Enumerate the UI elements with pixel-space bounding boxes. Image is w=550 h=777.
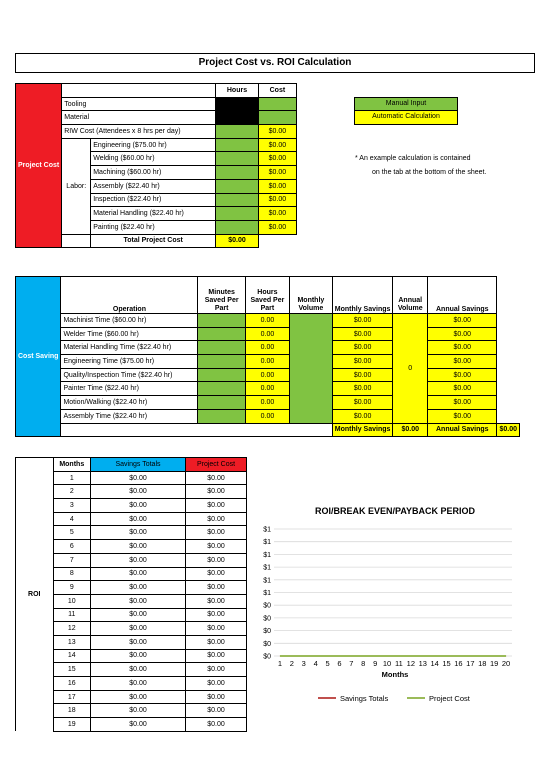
material-hours <box>216 111 259 125</box>
hours-saved-value: 0.00 <box>245 382 289 396</box>
annual-volume-header: Annual Volume <box>393 277 428 314</box>
chart-y-tick-label: $1 <box>263 539 271 547</box>
annual-savings-value: $0.00 <box>428 396 497 410</box>
roi-savings-total: $0.00 <box>91 485 186 499</box>
roi-savings-total: $0.00 <box>91 649 186 663</box>
roi-project-cost: $0.00 <box>186 635 247 649</box>
chart-y-tick-label: $1 <box>263 590 271 597</box>
chart-x-tick-label: 1 <box>277 659 283 668</box>
minutes-saved-input[interactable] <box>198 314 245 328</box>
annual-volume-value: 0 <box>393 314 428 424</box>
roi-project-cost: $0.00 <box>186 677 247 691</box>
annual-savings-value: $0.00 <box>428 409 497 423</box>
labor-cost: $0.00 <box>258 220 296 234</box>
labor-row-label: Welding ($60.00 hr) <box>91 152 216 166</box>
saving-operation-label: Engineering Time ($75.00 hr) <box>61 355 198 369</box>
riw-label: RIW Cost (Attendees x 8 hrs per day) <box>62 125 216 139</box>
chart-x-tick-label: 15 <box>442 659 451 668</box>
saving-operation-label: Welder Time ($60.00 hr) <box>61 327 198 341</box>
labor-hours-input[interactable] <box>216 220 259 234</box>
hours-saved-value: 0.00 <box>245 355 289 369</box>
roi-month: 16 <box>53 677 91 691</box>
roi-savings-total: $0.00 <box>91 704 186 718</box>
hours-saved-value: 0.00 <box>245 341 289 355</box>
roi-project-cost: $0.00 <box>186 718 247 732</box>
roi-project-cost: $0.00 <box>186 526 247 540</box>
roi-side-label: ROI <box>16 458 54 732</box>
roi-savings-total: $0.00 <box>91 471 186 485</box>
annual-savings-total: $0.00 <box>497 423 520 437</box>
annual-savings-value: $0.00 <box>428 341 497 355</box>
roi-project-cost: $0.00 <box>186 567 247 581</box>
annual-savings-value: $0.00 <box>428 327 497 341</box>
saving-operation-label: Motion/Walking ($22.40 hr) <box>61 396 198 410</box>
roi-savings-total: $0.00 <box>91 526 186 540</box>
roi-project-cost: $0.00 <box>186 649 247 663</box>
roi-savings-total: $0.00 <box>91 718 186 732</box>
roi-month: 2 <box>53 485 91 499</box>
minutes-saved-input[interactable] <box>198 409 245 423</box>
monthly-savings-value: $0.00 <box>332 368 393 382</box>
roi-savings-total: $0.00 <box>91 663 186 677</box>
page-title: Project Cost vs. ROI Calculation <box>15 53 535 73</box>
roi-month: 8 <box>53 567 91 581</box>
chart-legend-label: Savings Totals <box>340 694 389 703</box>
minutes-saved-input[interactable] <box>198 382 245 396</box>
roi-savings-total: $0.00 <box>91 553 186 567</box>
chart-x-tick-label: 17 <box>466 659 475 668</box>
labor-row-label: Engineering ($75.00 hr) <box>91 138 216 152</box>
roi-project-cost: $0.00 <box>186 553 247 567</box>
monthly-savings-value: $0.00 <box>332 327 393 341</box>
monthly-volume-header: Monthly Volume <box>290 277 333 314</box>
chart-x-tick-label: 14 <box>430 659 439 668</box>
labor-row-label: Assembly ($22.40 hr) <box>91 179 216 193</box>
chart-y-tick-label: $1 <box>263 577 271 585</box>
operation-header: Operation <box>61 277 198 314</box>
chart-x-tick-label: 2 <box>289 659 294 668</box>
roi-month: 17 <box>53 690 91 704</box>
labor-hours-input[interactable] <box>216 179 259 193</box>
chart-x-axis-label: Months <box>381 670 409 679</box>
roi-project-cost: $0.00 <box>186 581 247 595</box>
roi-project-cost: $0.00 <box>186 471 247 485</box>
saving-operation-label: Material Handling Time ($22.40 hr) <box>61 341 198 355</box>
hours-saved-value: 0.00 <box>245 327 289 341</box>
hours-header: Hours <box>216 84 259 98</box>
note-line-2: on the tab at the bottom of the sheet. <box>372 169 487 176</box>
material-cost-input[interactable] <box>258 111 296 125</box>
chart-y-tick-label: $1 <box>263 526 271 534</box>
roi-month: 13 <box>53 635 91 649</box>
hours-saved-value: 0.00 <box>245 314 289 328</box>
project-cost-side-label: Project Cost <box>16 84 62 248</box>
roi-month: 11 <box>53 608 91 622</box>
roi-month: 10 <box>53 594 91 608</box>
labor-hours-input[interactable] <box>216 138 259 152</box>
annual-savings-header: Annual Savings <box>428 277 497 314</box>
roi-month: 5 <box>53 526 91 540</box>
labor-cost: $0.00 <box>258 179 296 193</box>
labor-hours-input[interactable] <box>216 193 259 207</box>
annual-savings-value: $0.00 <box>428 382 497 396</box>
labor-hours-input[interactable] <box>216 207 259 221</box>
chart-x-tick-label: 8 <box>361 659 366 668</box>
roi-project-cost: $0.00 <box>186 663 247 677</box>
labor-cost: $0.00 <box>258 207 296 221</box>
roi-month: 15 <box>53 663 91 677</box>
chart-y-tick-label: $1 <box>263 551 271 559</box>
annual-savings-total-label: Annual Savings <box>428 423 497 437</box>
chart-title: ROI/BREAK EVEN/PAYBACK PERIOD <box>314 506 476 516</box>
tooling-cost-input[interactable] <box>258 97 296 111</box>
project-cost-header: Project Cost <box>186 458 247 472</box>
chart-y-tick-label: $0 <box>263 602 271 610</box>
labor-row-label: Inspection ($22.40 hr) <box>91 193 216 207</box>
roi-table <box>15 457 247 732</box>
labor-cost: $0.00 <box>258 152 296 166</box>
hours-saved-value: 0.00 <box>245 409 289 423</box>
saving-operation-label: Assembly Time ($22.40 hr) <box>61 409 198 423</box>
roi-savings-total: $0.00 <box>91 677 186 691</box>
monthly-savings-value: $0.00 <box>332 396 393 410</box>
chart-x-tick-label: 6 <box>337 659 342 668</box>
hours-saved-header: Hours Saved Per Part <box>245 277 289 314</box>
roi-project-cost: $0.00 <box>186 485 247 499</box>
monthly-savings-value: $0.00 <box>332 341 393 355</box>
roi-savings-total: $0.00 <box>91 622 186 636</box>
roi-savings-total: $0.00 <box>91 567 186 581</box>
riw-cost: $0.00 <box>258 125 296 139</box>
total-project-cost: $0.00 <box>216 234 259 248</box>
chart-x-tick-label: 9 <box>373 659 378 668</box>
chart-y-tick-label: $0 <box>263 640 271 648</box>
chart-y-tick-label: $0 <box>263 615 271 623</box>
roi-project-cost: $0.00 <box>186 499 247 513</box>
chart-y-tick-label: $1 <box>263 564 271 572</box>
roi-savings-total: $0.00 <box>91 594 186 608</box>
chart-y-tick-label: $0 <box>263 653 271 661</box>
roi-month: 1 <box>53 471 91 485</box>
monthly-savings-value: $0.00 <box>332 382 393 396</box>
roi-month: 12 <box>53 622 91 636</box>
chart-x-tick-label: 12 <box>406 659 416 668</box>
chart-legend-label: Project Cost <box>429 694 470 703</box>
monthly-savings-total-label: Monthly Savings <box>332 423 393 437</box>
roi-chart <box>250 495 540 715</box>
months-header: Months <box>53 458 91 472</box>
chart-x-tick-label: 20 <box>501 659 511 668</box>
labor-cost: $0.00 <box>258 193 296 207</box>
labor-label: Labor: <box>62 138 91 234</box>
chart-x-tick-label: 10 <box>382 659 392 668</box>
minutes-saved-input[interactable] <box>198 341 245 355</box>
roi-savings-total: $0.00 <box>91 499 186 513</box>
chart-x-tick-label: 18 <box>478 659 487 668</box>
roi-month: 18 <box>53 704 91 718</box>
chart-y-tick-label: $0 <box>263 628 271 636</box>
roi-month: 4 <box>53 512 91 526</box>
minutes-saved-input[interactable] <box>198 368 245 382</box>
annual-savings-value: $0.00 <box>428 314 497 328</box>
material-label: Material <box>62 111 216 125</box>
annual-savings-value: $0.00 <box>428 355 497 369</box>
chart-x-tick-label: 19 <box>489 659 499 668</box>
cost-saving-side-label: Cost Saving <box>16 277 61 437</box>
roi-month: 19 <box>53 718 91 732</box>
annual-savings-value: $0.00 <box>428 368 497 382</box>
roi-month: 9 <box>53 581 91 595</box>
roi-project-cost: $0.00 <box>186 512 247 526</box>
saving-operation-label: Painter Time ($22.40 hr) <box>61 382 198 396</box>
note-line-1: * An example calculation is contained <box>355 155 471 162</box>
roi-project-cost: $0.00 <box>186 594 247 608</box>
labor-hours-input[interactable] <box>216 152 259 166</box>
tooling-hours <box>216 97 259 111</box>
chart-x-tick-label: 3 <box>301 659 306 668</box>
savings-totals-header: Savings Totals <box>91 458 186 472</box>
roi-month: 14 <box>53 649 91 663</box>
labor-cost: $0.00 <box>258 166 296 180</box>
chart-x-tick-label: 7 <box>349 659 354 668</box>
monthly-savings-value: $0.00 <box>332 355 393 369</box>
roi-savings-total: $0.00 <box>91 690 186 704</box>
roi-project-cost: $0.00 <box>186 690 247 704</box>
chart-x-tick-label: 5 <box>325 659 330 668</box>
minutes-saved-header: Minutes Saved Per Part <box>198 277 245 314</box>
labor-row-label: Painting ($22.40 hr) <box>91 220 216 234</box>
saving-operation-label: Quality/Inspection Time ($22.40 hr) <box>61 368 198 382</box>
cost-saving-table <box>15 276 520 437</box>
roi-savings-total: $0.00 <box>91 581 186 595</box>
monthly-savings-value: $0.00 <box>332 314 393 328</box>
monthly-savings-value: $0.00 <box>332 409 393 423</box>
chart-x-tick-label: 4 <box>313 659 318 668</box>
labor-row-label: Machining ($60.00 hr) <box>91 166 216 180</box>
labor-cost: $0.00 <box>258 138 296 152</box>
chart-x-tick-label: 16 <box>454 659 463 668</box>
roi-project-cost: $0.00 <box>186 622 247 636</box>
roi-project-cost: $0.00 <box>186 608 247 622</box>
monthly-volume-input[interactable] <box>290 314 333 424</box>
roi-project-cost: $0.00 <box>186 704 247 718</box>
project-cost-table <box>15 83 297 248</box>
legend-manual-input: Manual Input <box>354 97 458 111</box>
chart-x-tick-label: 13 <box>418 659 427 668</box>
saving-operation-label: Machinist Time ($60.00 hr) <box>61 314 198 328</box>
roi-savings-total: $0.00 <box>91 512 186 526</box>
legend-box <box>354 97 458 125</box>
monthly-savings-header: Monthly Savings <box>332 277 393 314</box>
cost-header: Cost <box>258 84 296 98</box>
roi-project-cost: $0.00 <box>186 540 247 554</box>
roi-savings-total: $0.00 <box>91 608 186 622</box>
roi-month: 3 <box>53 499 91 513</box>
hours-saved-value: 0.00 <box>245 368 289 382</box>
minutes-saved-input[interactable] <box>198 327 245 341</box>
roi-month: 6 <box>53 540 91 554</box>
riw-hours-input[interactable] <box>216 125 259 139</box>
hours-saved-value: 0.00 <box>245 396 289 410</box>
monthly-savings-total: $0.00 <box>393 423 428 437</box>
minutes-saved-input[interactable] <box>198 355 245 369</box>
total-project-cost-label: Total Project Cost <box>91 234 216 248</box>
chart-x-tick-label: 11 <box>395 659 403 668</box>
roi-month: 7 <box>53 553 91 567</box>
minutes-saved-input[interactable] <box>198 396 245 410</box>
tooling-label: Tooling <box>62 97 216 111</box>
legend-automatic-calculation: Automatic Calculation <box>354 111 458 125</box>
roi-savings-total: $0.00 <box>91 540 186 554</box>
roi-savings-total: $0.00 <box>91 635 186 649</box>
labor-row-label: Material Handling ($22.40 hr) <box>91 207 216 221</box>
labor-hours-input[interactable] <box>216 166 259 180</box>
